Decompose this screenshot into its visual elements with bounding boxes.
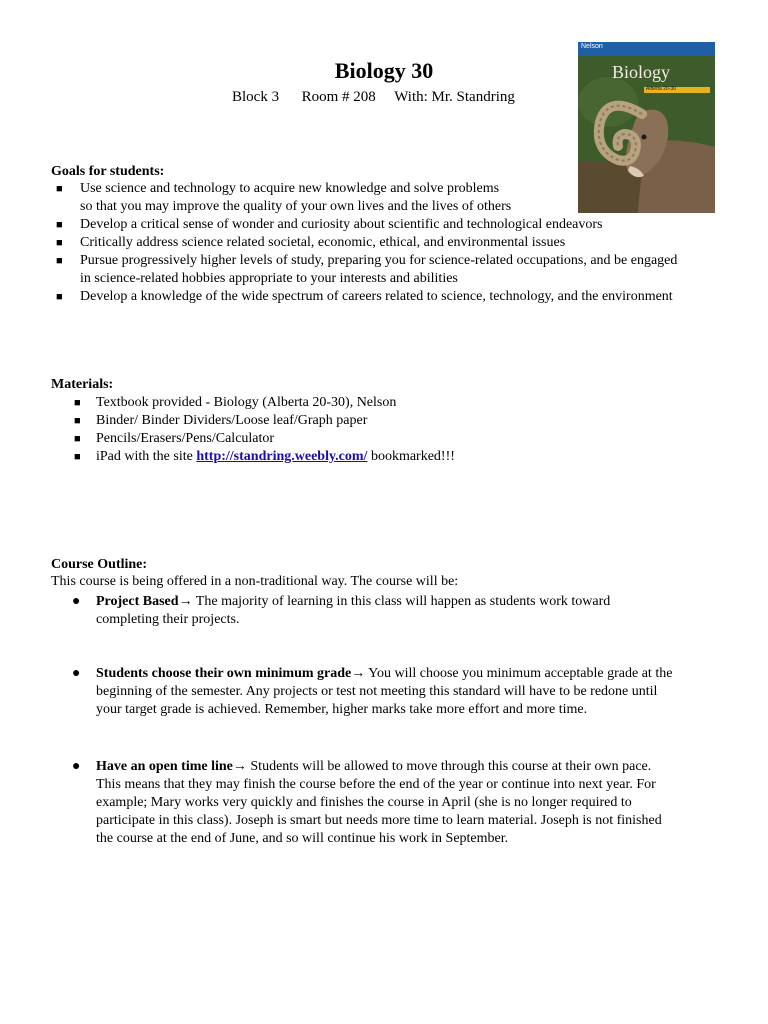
outline-item-project-based: ● Project Based→ The majority of learning in this class will happen as students work toward completing their projects. bbox=[72, 594, 611, 627]
goal-item: ■ Pursue progressively higher levels of study, preparing you for science-related occupations, and be engaged bbox=[56, 253, 678, 268]
class-info: Block 3 Room # 208 With: Mr. Standring bbox=[232, 89, 515, 105]
goal-item: ■ Use science and technology to acquire new knowledge and solve problems bbox=[56, 181, 500, 196]
outline-item-title: Have an open time line bbox=[96, 759, 233, 774]
material-item: ■ Textbook provided - Biology (Alberta 20-30), Nelson bbox=[74, 395, 397, 410]
arrow-icon: → bbox=[351, 666, 366, 681]
square-bullet-icon: ■ bbox=[74, 433, 81, 445]
round-bullet-icon: ● bbox=[72, 666, 81, 681]
arrow-icon: → bbox=[178, 594, 193, 609]
square-bullet-icon: ■ bbox=[74, 451, 81, 463]
square-bullet-icon: ■ bbox=[74, 415, 81, 427]
round-bullet-icon: ● bbox=[72, 594, 81, 609]
material-item: ■ Pencils/Erasers/Pens/Calculator bbox=[74, 431, 275, 446]
outline-item-open-time-line: ● Have an open time line→ Students will be allowed to move through this course at their own pace. This means that they may finish the course before the end of the year or continue into next year. For example; Mary works very quickly and finishes the course in April (she is no longer required to participate in this class). Joseph is smart but needs more time to learn material. Joseph is not finished the course at the end of June, and so will continue his work in September. bbox=[72, 759, 662, 846]
goals-heading: Goals for students: bbox=[51, 164, 165, 179]
round-bullet-icon: ● bbox=[72, 759, 81, 774]
square-bullet-icon: ■ bbox=[74, 397, 81, 409]
material-item: ■ Binder/ Binder Dividers/Loose leaf/Graph paper bbox=[74, 413, 368, 428]
goal-item: ■ Develop a knowledge of the wide spectrum of careers related to science, technology, and the environment bbox=[56, 289, 673, 304]
outline-item-title: Project Based bbox=[96, 594, 179, 609]
material-item: ■ iPad with the site http://standring.weebly.com/ bookmarked!!! bbox=[74, 449, 455, 464]
goal-item: ■ Critically address science related societal, economic, ethical, and environmental issues bbox=[56, 235, 566, 250]
goal-item-continuation: in science-related hobbies appropriate to your interests and abilities bbox=[80, 271, 458, 286]
outline-item-title: Students choose their own minimum grade bbox=[96, 666, 352, 681]
cover-title: Biology bbox=[612, 62, 671, 82]
cover-subtitle: Alberta 20-30 bbox=[646, 86, 677, 92]
arrow-icon: → bbox=[232, 759, 247, 774]
square-bullet-icon: ■ bbox=[56, 237, 63, 249]
title-text: Biology 30 bbox=[334, 58, 434, 83]
materials-heading: Materials: bbox=[51, 377, 114, 392]
goal-item: ■ Develop a critical sense of wonder and curiosity about scientific and technological endeavors bbox=[56, 217, 603, 232]
course-site-link[interactable]: http://standring.weebly.com/ bbox=[196, 449, 368, 464]
goals-list bbox=[51, 180, 751, 306]
square-bullet-icon: ■ bbox=[56, 219, 63, 231]
goal-item-continuation: so that you may improve the quality of your own lives and the lives of others bbox=[80, 199, 512, 214]
materials-list bbox=[51, 394, 751, 466]
square-bullet-icon: ■ bbox=[56, 291, 63, 303]
square-bullet-icon: ■ bbox=[56, 255, 63, 267]
publisher-label: Nelson bbox=[581, 43, 603, 50]
outline-heading: Course Outline: bbox=[51, 557, 148, 572]
square-bullet-icon: ■ bbox=[56, 183, 63, 195]
outline-item-minimum-grade: ● Students choose their own minimum grade→ You will choose you minimum acceptable grade at the beginning of the semester. Any projects or test not meeting this standard will have to be redone until your target grade is achieved. Remember, higher marks take more effort and more time. bbox=[72, 666, 673, 717]
outline-intro: This course is being offered in a non-traditional way. The course will be: bbox=[51, 574, 459, 589]
